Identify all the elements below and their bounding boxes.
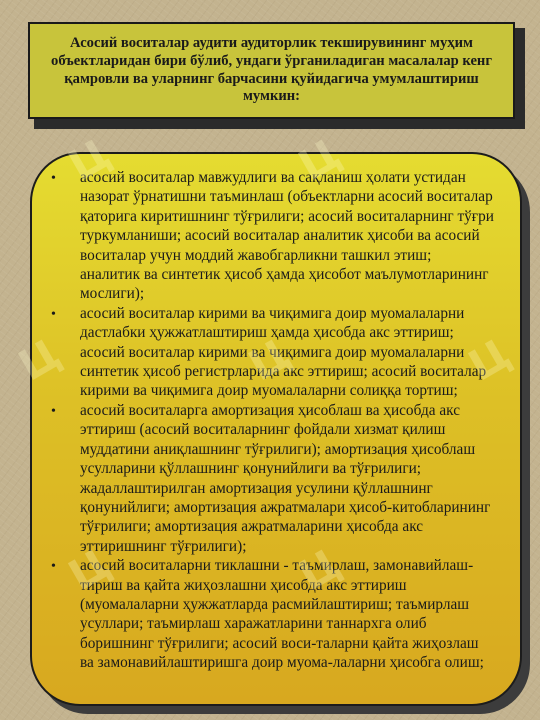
bullet-icon: • — [51, 403, 56, 419]
watermark-mark: Ц — [290, 538, 349, 601]
watermark-mark: Ц — [60, 128, 119, 191]
bullet-text: асосий воситалар кирими ва чиқимига доир муомалаларни дастлабки ҳужжатлаштириш ҳамда ҳисобда акс эттириш; асосий воситалар кирими ва чиқимига доир муомалаларни синтетик ҳисоб регистрларида акс эттириш; асосий воситалар кирими ва чиқимига доир муомалаларни солиққа тортиш; — [80, 304, 487, 400]
watermark-mark: Ц — [240, 328, 299, 391]
bullet-item — [32, 168, 520, 304]
bullet-icon: • — [51, 306, 56, 322]
title-box — [28, 22, 515, 119]
bullet-text: асосий воситалар мавжудлиги ва сақланиш ҳолати устидан назорат ўрнатишни таъминлаш (объектларни асосий воситалар қаторига киритишнинг тўғрилиги; асосий воситаларнинг тўғри туркумланиши; асосий воситалар аналитик ҳисоби ва асосий воситалар учун моддий жавобгарликни ташкил этиш; аналитик ва синтетик ҳисоб ҳамда ҳисобот маълумотларининг мослиги); — [80, 169, 494, 303]
bullet-item — [32, 304, 520, 401]
bullet-icon: • — [51, 559, 56, 575]
bullet-text: асосий воситаларга амортизация ҳисоблаш ва ҳисобда акс эттириш (асосий воситаларнинг фойдали хизмат қилиш муддатини аниқлашнинг тўғрилиги); амортизация ҳисоблаш усулларини қўллашнинг қонунийлиги ва тўғрилиги; жадаллаштирилган амортизация усулини қўллашнинг қонунийлиги; амортизация ажратмалари ҳисоб-китобларининг тўғрилиги; амортизация ажратмаларини ҳисобда акс эттиришнинг тўғрилиги); — [80, 401, 491, 555]
bullet-text: асосий воситаларни тиклашни - таъмирлаш, замонавийлаш-тириш ва қайта жиҳозлашни ҳисобда акс эттириш (муомалаларни ҳужжатларда расмийлаштириш; таъмирлаш усуллари; таъмирлаш харажатларини таннархга олиб боришнинг тўғрилиги; асосий воси-таларни қайта жиҳозлаш ва замонавийлаштиришга доир муома-лаларни ҳисобга олиш; — [80, 557, 484, 672]
bullet-item — [32, 401, 520, 556]
watermark-mark: Ц — [10, 328, 69, 391]
bullet-icon: • — [51, 171, 56, 186]
watermark-mark: Ц — [60, 538, 119, 601]
watermark-mark: Ц — [460, 328, 519, 391]
bullet-item — [32, 556, 520, 672]
slide-title: Асосий воситалар аудити аудиторлик текширувининг муҳим объектларидан бири бўлиб, ундаги ўрганиладиган масалалар кенг қамровли ва уларнинг барчасини қуйидагича умумлаштириш мумкин: — [51, 34, 492, 105]
content-panel — [30, 152, 522, 706]
watermark-mark: Ц — [290, 128, 349, 191]
bullet-list — [32, 168, 520, 673]
